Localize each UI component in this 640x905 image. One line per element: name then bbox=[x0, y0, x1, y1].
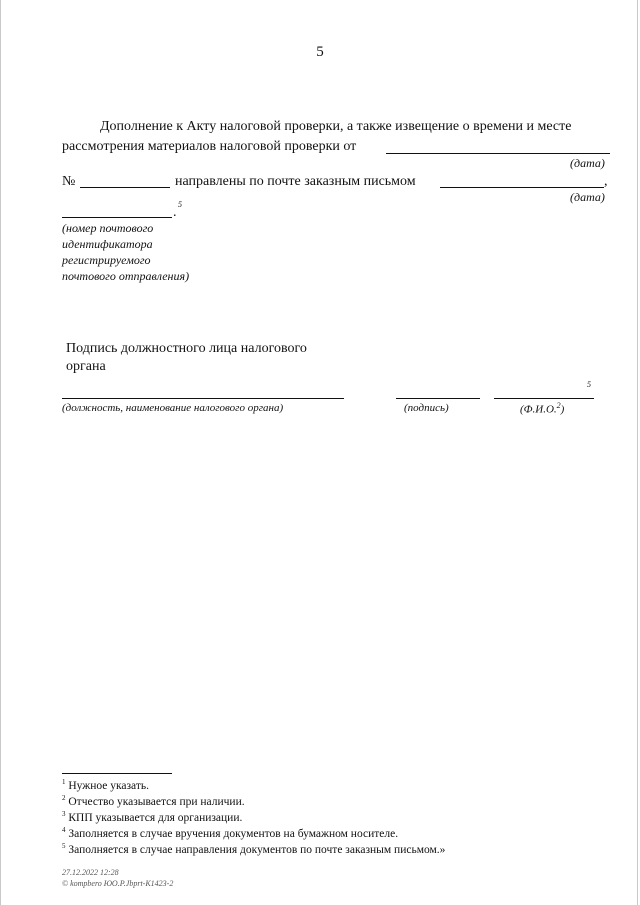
footnote-separator bbox=[62, 773, 172, 774]
signature-heading-line-2: органа bbox=[66, 359, 106, 374]
fio-fill-line bbox=[494, 398, 594, 399]
fio-caption: (Ф.И.О.$^2$) bbox=[520, 401, 565, 416]
postal-id-period: . bbox=[173, 205, 177, 220]
scan-edge-right bbox=[637, 0, 638, 905]
footnote-5: $^5$ Заполняется в случае направления документов по почте заказным письмом.» bbox=[62, 842, 446, 856]
print-timestamp: 27.12.2022 12:28 bbox=[62, 868, 119, 877]
postal-caption-line-4: почтового отправления) bbox=[62, 269, 190, 283]
date-caption-2: (дата) bbox=[570, 190, 605, 204]
date-caption-1: (дата) bbox=[570, 156, 605, 170]
postal-caption-line-1: (номер почтового bbox=[62, 221, 154, 235]
position-fill-line bbox=[62, 398, 344, 399]
footnote-2: $^2$ Отчество указывается при наличии. bbox=[62, 794, 245, 808]
signature-footnote-ref: 5 bbox=[587, 380, 591, 389]
page-number: 5 bbox=[316, 44, 324, 60]
postal-id-footnote-ref: 5 bbox=[178, 200, 182, 209]
signature-heading-line-1: Подпись должностного лица налогового bbox=[66, 341, 307, 356]
paragraph-line-1: Дополнение к Акту налоговой проверки, а также извещение о времени и месте bbox=[100, 119, 572, 134]
row2-comma: , bbox=[604, 174, 608, 189]
paragraph-line-2: рассмотрения материалов налоговой проверки от bbox=[62, 139, 357, 154]
date-fill-line-1 bbox=[386, 153, 610, 154]
signature-caption: (подпись) bbox=[404, 402, 449, 414]
fio-footnote-ref: 2 bbox=[556, 401, 561, 410]
postal-caption-line-2: идентификатора bbox=[62, 237, 153, 251]
signature-fill-line bbox=[396, 398, 480, 399]
postal-id-fill-line bbox=[62, 217, 172, 218]
position-caption: (должность, наименование налогового органа) bbox=[62, 402, 284, 414]
number-sign: № bbox=[62, 174, 76, 189]
date-fill-line-2 bbox=[440, 187, 604, 188]
footnote-3: $^3$ КПП указывается для организации. bbox=[62, 810, 243, 824]
postal-caption-line-3: регистрируемого bbox=[62, 253, 151, 267]
sent-by-mail-text: направлены по почте заказным письмом bbox=[175, 174, 416, 189]
footnote-1: $^1$ Нужное указать. bbox=[62, 778, 150, 792]
number-fill-line bbox=[80, 187, 170, 188]
print-document-code: © kompbero ЮО.Р.Jbprt-K1423-2 bbox=[62, 879, 174, 888]
scan-edge-left bbox=[0, 0, 1, 905]
footnote-4: $^4$ Заполняется в случае вручения документов на бумажном носителе. bbox=[62, 826, 399, 840]
